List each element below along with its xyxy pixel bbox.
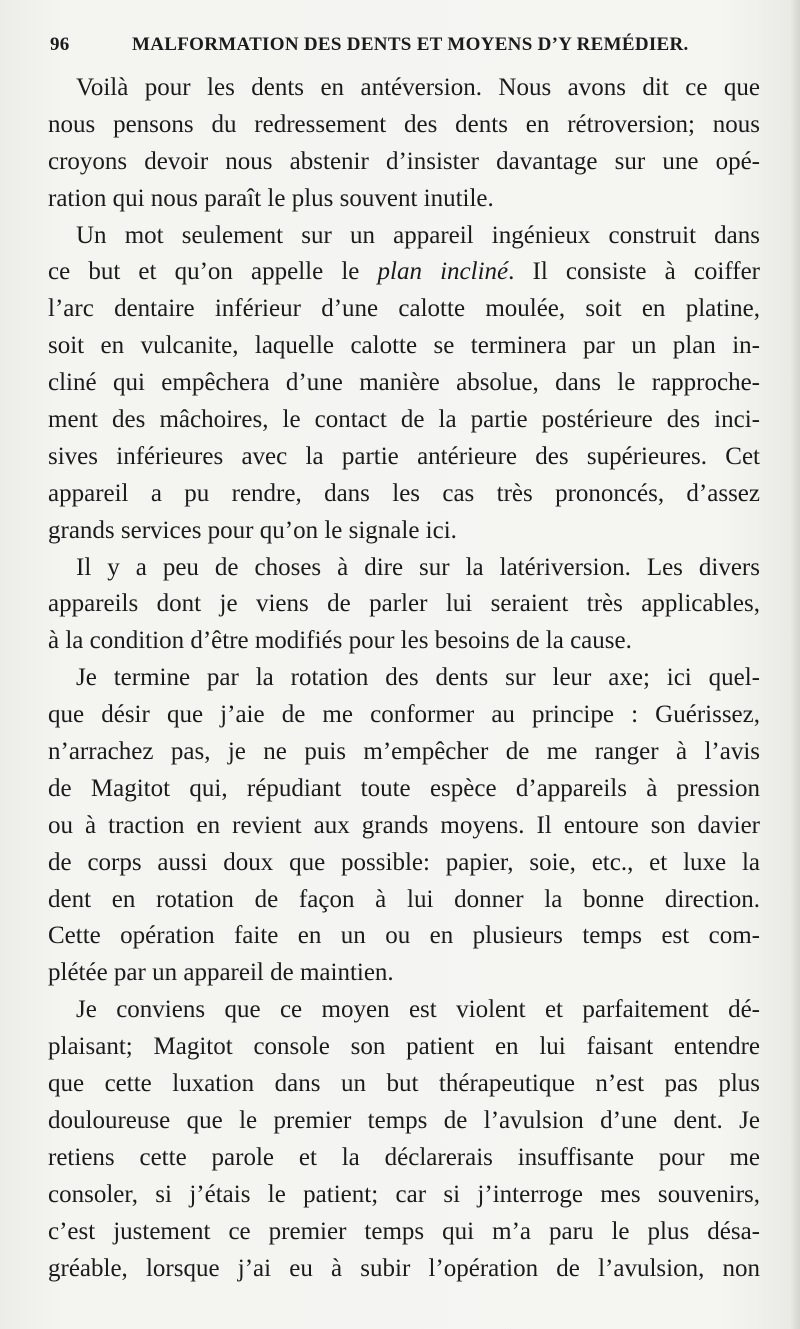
text-line: grands services pour qu’on le signale ici. xyxy=(48,516,457,544)
italic-term: plan incliné xyxy=(377,258,509,286)
running-head-title: MALFORMATION DES DENTS ET MOYENS D’Y REMÉDIER. xyxy=(132,34,689,55)
text-line: l’arc dentaire inférieur d’une calotte moulée, soit en platine, xyxy=(48,295,760,323)
text-line: ration qui nous paraît le plus souvent inutile. xyxy=(48,184,494,212)
text-line: n’arrachez pas, je ne puis m’empêcher de me ranger à l’avis xyxy=(48,738,760,766)
text-fragment: ce but et qu’on appelle le xyxy=(48,258,378,286)
text-line: Je termine par la rotation des dents sur leur axe; ici quel- xyxy=(76,664,760,692)
running-head xyxy=(50,34,750,60)
text-line: plaisant; Magitot console son patient en lui faisant entendre xyxy=(48,1033,760,1061)
text-line: cliné qui empêchera d’une manière absolue, dans le rapproche- xyxy=(48,369,760,397)
text-line: appareil a pu rendre, dans les cas très prononcés, d’assez xyxy=(48,479,760,507)
text-line: soit en vulcanite, laquelle calotte se terminera par un plan in- xyxy=(48,332,760,360)
text-fragment: . Il consiste à coiffer xyxy=(508,258,760,286)
text-line: consoler, si j’étais le patient; car si j’interroge mes souvenirs, xyxy=(48,1180,760,1208)
text-line: appareils dont je viens de parler lui seraient très applicables, xyxy=(48,590,760,618)
text-line: de Magitot qui, répudiant toute espèce d’appareils à pression xyxy=(48,774,760,802)
text-line: plétée par un appareil de maintien. xyxy=(48,959,394,987)
text-line xyxy=(48,254,760,291)
text-line: sives inférieures avec la partie antérieure des supérieures. Cet xyxy=(48,442,760,470)
text-line: Voilà pour les dents en antéversion. Nous avons dit ce que xyxy=(76,74,760,101)
text-line: que désir que j’aie de me conformer au principe : Guérissez, xyxy=(48,701,760,729)
text-line: à la condition d’être modifiés pour les besoins de la cause. xyxy=(48,627,632,655)
text-line: ou à traction en revient aux grands moyens. Il entoure son davier xyxy=(48,811,760,839)
text-line: Cette opération faite en un ou en plusieurs temps est com- xyxy=(48,922,760,950)
text-line: que cette luxation dans un but thérapeutique n’est pas plus xyxy=(48,1070,760,1098)
text-line: douloureuse que le premier temps de l’avulsion d’une dent. Je xyxy=(48,1106,760,1134)
text-line: dent en rotation de façon à lui donner la bonne direction. xyxy=(48,885,760,913)
text-line: Un mot seulement sur un appareil ingénieux construit dans xyxy=(76,221,760,249)
text-line: Il y a peu de choses à dire sur la latériversion. Les divers xyxy=(76,553,760,581)
body-text xyxy=(48,70,760,1287)
text-line: retiens cette parole et la déclarerais insuffisante pour me xyxy=(48,1143,760,1171)
text-line: Je conviens que ce moyen est violent et parfaitement dé- xyxy=(76,996,760,1024)
text-line: nous pensons du redressement des dents en rétroversion; nous xyxy=(48,110,760,138)
text-line: c’est justement ce premier temps qui m’a paru le plus désa- xyxy=(48,1217,760,1245)
text-line: croyons devoir nous abstenir d’insister davantage sur une opé- xyxy=(48,147,760,175)
text-line: de corps aussi doux que possible: papier, soie, etc., et luxe la xyxy=(48,848,760,876)
page-number: 96 xyxy=(50,34,70,55)
text-line: gréable, lorsque j’ai eu à subir l’opération de l’avulsion, non xyxy=(48,1254,760,1282)
page-edge-shadow xyxy=(790,0,800,1329)
text-line: ment des mâchoires, le contact de la partie postérieure des inci- xyxy=(48,406,760,434)
